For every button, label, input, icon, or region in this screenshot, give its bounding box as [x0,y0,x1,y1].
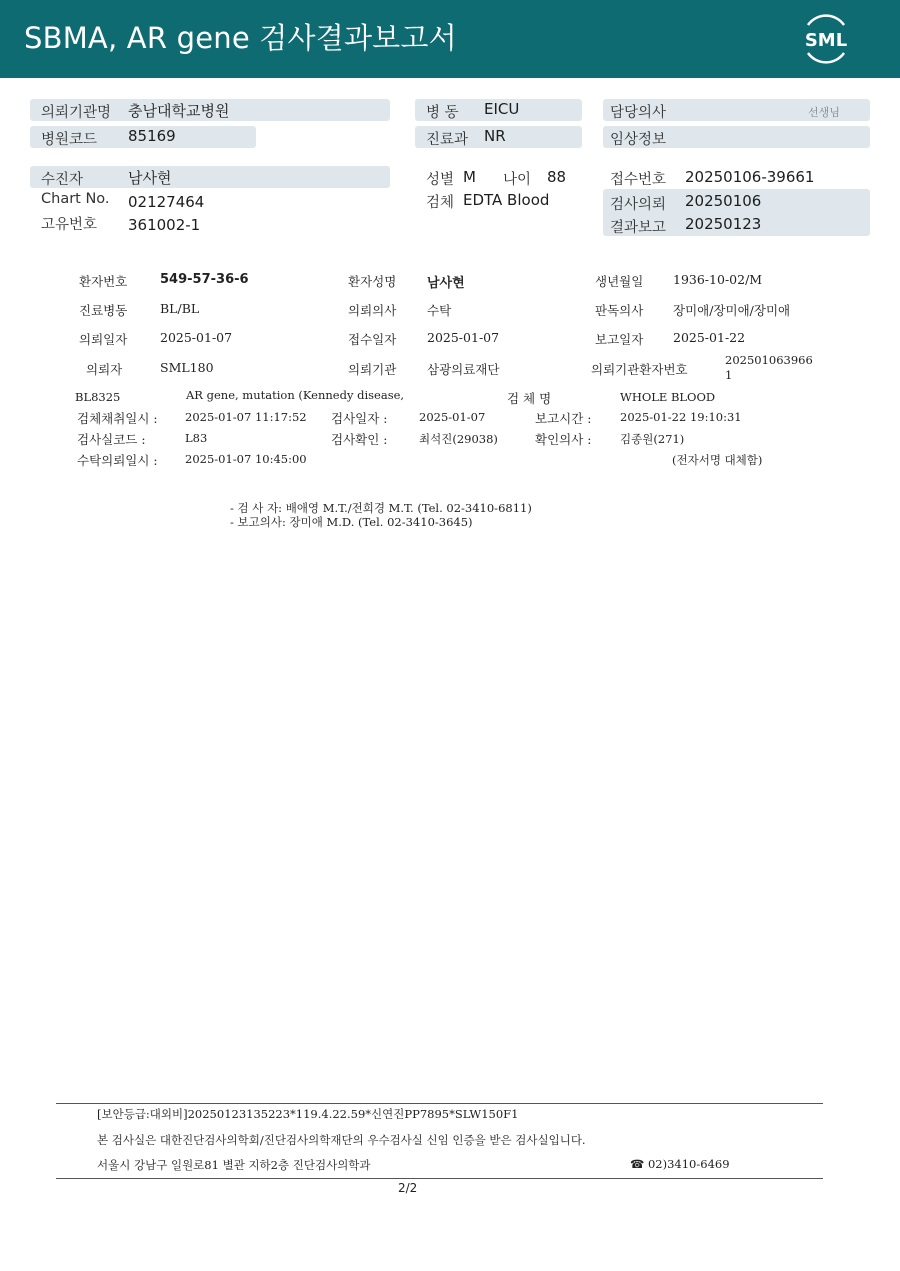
reader-label: 판독의사 [595,303,644,318]
lab-code-value: L83 [185,431,208,445]
inst-patient-no-label: 의뢰기관환자번호 [591,362,688,377]
clinical-label: 임상정보 [610,132,667,148]
patient-value: 남사현 [128,169,172,187]
sml-logo [796,11,856,67]
chart-value: 02127464 [128,193,205,211]
rep-date-value: 2025-01-22 [673,330,746,345]
confirm-doctor-label: 확인의사 : [535,432,592,447]
reporter-line: - 보고의사: 장미애 M.D. (Tel. 02-3410-3645) [230,515,473,529]
certification-line: 본 검사실은 대한진단검사의학회/진단검사의학재단의 우수검사실 신임 인증을 받은 검사실입니다. [97,1133,586,1147]
footer-divider-bottom [56,1178,823,1179]
institution-label: 의뢰기관명 [41,105,112,121]
req-doctor-label: 의뢰의사 [348,303,397,318]
result-label: 결과보고 [610,220,667,236]
security-line: [보안등급:대외비]20250123135223*119.4.22.59*신연진PP7895*SLW150F1 [97,1107,519,1121]
unique-label: 고유번호 [41,217,98,233]
collect-value: 2025-01-07 11:17:52 [185,410,307,424]
footer-divider-top [56,1103,823,1104]
rcv-date-value: 2025-01-07 [427,330,500,345]
test-date-value: 2025-01-07 [419,410,486,424]
doctor-suffix: 선생님 [808,106,840,119]
reader-value: 장미애/장미애/장미애 [673,303,791,318]
logo-text: SML [804,30,848,51]
req-date-label: 의뢰일자 [79,332,128,347]
ward2-label: 진료병동 [79,303,128,318]
patient-no-label: 환자번호 [79,274,128,289]
patient-name-value: 남사현 [427,276,465,291]
consign-label: 수탁의뢰일시 : [77,453,158,468]
collect-label: 검체채취일시 : [77,411,158,426]
sex-label: 성별 [426,172,455,188]
patient-name-label: 환자성명 [348,274,397,289]
e-sign-note: (전자서명 대체함) [672,453,763,467]
inst-patient-no-value-1: 202501063966 [725,353,813,367]
specimen-value: EDTA Blood [463,191,550,209]
confirm-doctor-value: 김종원(271) [620,432,685,446]
test-code: BL8325 [75,390,121,404]
sex-value: M [463,168,476,186]
receipt-value: 20250106-39661 [685,168,815,186]
requester-label: 의뢰자 [86,362,123,377]
requester-value: SML180 [160,360,214,375]
age-label: 나이 [503,172,532,188]
receipt-label: 접수번호 [610,172,667,188]
birth-value: 1936-10-02/M [673,272,763,287]
specimen-name-label: 검 체 명 [507,391,552,406]
req-inst-value: 삼광의료재단 [427,362,500,377]
report-time-label: 보고시간 : [535,411,592,426]
doctor-label: 담당의사 [610,105,667,121]
consign-value: 2025-01-07 10:45:00 [185,452,307,466]
hospital-code-label: 병원코드 [41,132,98,148]
request-value: 20250106 [685,192,762,210]
req-doctor-value: 수탁 [427,303,452,318]
test-confirm-label: 검사확인 : [331,432,388,447]
institution-value: 충남대학교병원 [128,102,230,120]
test-name: AR gene, mutation (Kennedy disease, [186,388,405,402]
specimen-label: 검체 [426,195,455,211]
dept-label: 진료과 [426,132,469,148]
age-value: 88 [547,168,567,186]
ward-value: EICU [484,100,520,118]
specimen-name-value: WHOLE BLOOD [620,390,716,404]
test-date-label: 검사일자 : [331,411,388,426]
req-date-value: 2025-01-07 [160,330,233,345]
patient-no-value: 549-57-36-6 [160,272,249,287]
req-inst-label: 의뢰기관 [348,362,397,377]
inst-patient-no-value-2: 1 [725,368,733,382]
patient-box [30,166,390,188]
hospital-code-value: 85169 [128,127,176,145]
result-value: 20250123 [685,215,762,233]
address-line: 서울시 강남구 일원로81 별관 지하2층 진단검사의학과 [97,1158,371,1172]
chart-label: Chart No. [41,191,110,207]
phone-icon: ☎ 02)3410-6469 [630,1157,730,1171]
report-title: SBMA, AR gene 검사결과보고서 [24,21,457,55]
rcv-date-label: 접수일자 [348,332,397,347]
patient-label: 수진자 [41,172,84,188]
report-time-value: 2025-01-22 19:10:31 [620,410,742,424]
report-header [0,0,900,78]
ward-label: 병 동 [426,105,459,121]
lab-code-label: 검사실코드 : [77,432,146,447]
ward2-value: BL/BL [160,301,200,316]
dept-value: NR [484,127,506,145]
request-label: 검사의뢰 [610,197,667,213]
tester-line: - 검 사 자: 배애영 M.T./전희경 M.T. (Tel. 02-3410-6811) [230,501,532,515]
page-number: 2/2 [398,1181,418,1195]
rep-date-label: 보고일자 [595,332,644,347]
test-confirm-value: 최석진(29038) [419,432,498,446]
birth-label: 생년월일 [595,274,644,289]
unique-value: 361002-1 [128,216,201,234]
